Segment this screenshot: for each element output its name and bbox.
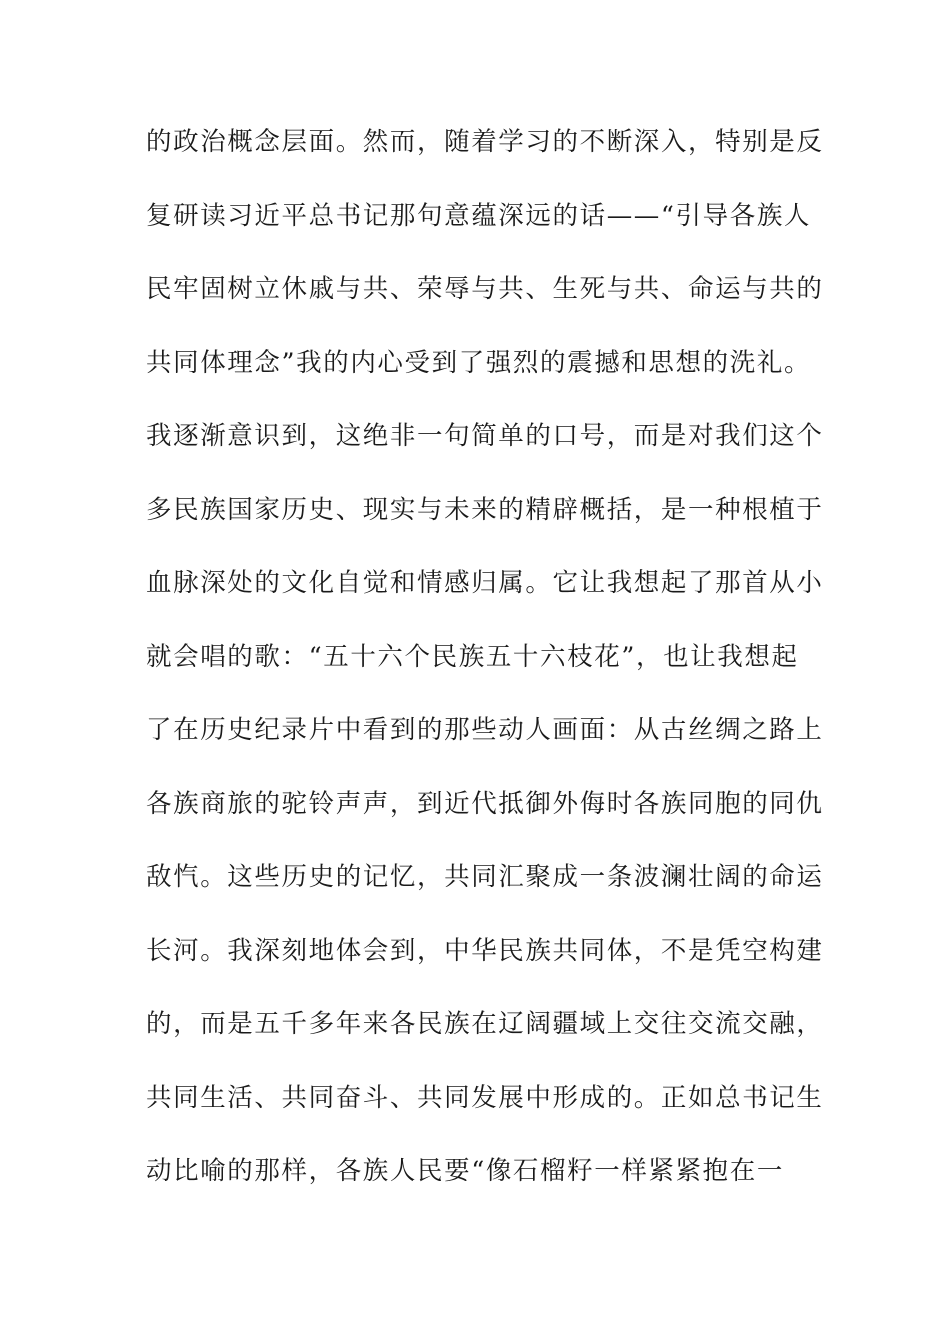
text-line: 了在历史纪录片中看到的那些动人画面：从古丝绸之路上 [146, 715, 824, 745]
text-line: 各族商旅的驼铃声声，到近代抵御外侮时各族同胞的同仇 [146, 788, 824, 819]
text-line: 就会唱的歌：“五十六个民族五十六枝花”，也让我想起 [146, 641, 799, 672]
text-line: 血脉深处的文化自觉和情感归属。它让我想起了那首从小 [146, 568, 824, 598]
text-line: 长河。我深刻地体会到，中华民族共同体，不是凭空构建 [146, 935, 824, 966]
text-line: 民牢固树立休戚与共、荣辱与共、生死与共、命运与共的 [146, 274, 824, 304]
text-line: 共同体理念”我的内心受到了强烈的震撼和思想的洗礼。 [146, 347, 812, 378]
text-line: 敌忾。这些历史的记忆，共同汇聚成一条波澜壮阔的命运 [146, 862, 824, 892]
text-line: 的，而是五千多年来各民族在辽阔疆域上交往交流交融， [146, 1009, 824, 1039]
text-line: 共同生活、共同奋斗、共同发展中形成的。正如总书记生 [146, 1082, 824, 1113]
text-line: 我逐渐意识到，这绝非一句简单的口号，而是对我们这个 [146, 421, 824, 451]
text-line: 复研读习近平总书记那句意蕴深远的话——“引导各族人 [146, 200, 812, 231]
text-line: 的政治概念层面。然而，随着学习的不断深入，特别是反 [146, 127, 824, 157]
body-paragraph [146, 118, 824, 1221]
text-line: 多民族国家历史、现实与未来的精辟概括，是一种根植于 [146, 494, 824, 525]
text-line: 动比喻的那样，各族人民要“像石榴籽一样紧紧抱在一 [146, 1156, 784, 1186]
